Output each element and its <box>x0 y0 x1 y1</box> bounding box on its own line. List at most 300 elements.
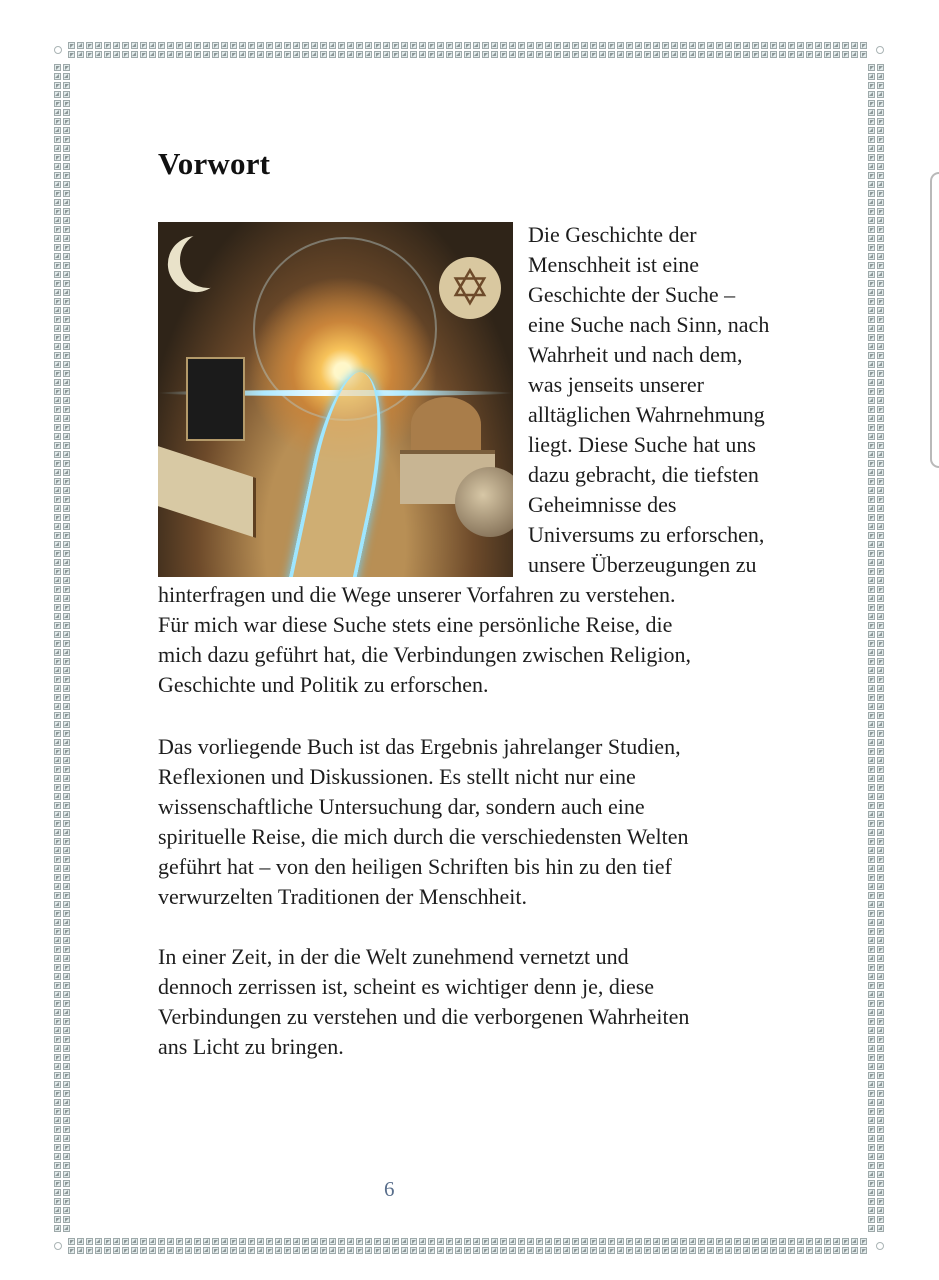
text-line: Verbindungen zu verstehen und die verborgenen Wahrheiten <box>158 1004 690 1029</box>
border-tile-icon <box>868 388 875 395</box>
border-tile-icon <box>383 1238 390 1245</box>
border-tile-icon <box>63 721 70 728</box>
border-tile-icon <box>63 496 70 503</box>
border-tile-icon <box>680 51 687 58</box>
border-tile-icon <box>248 51 255 58</box>
border-tile-icon <box>203 1238 210 1245</box>
border-tile-icon <box>54 541 61 548</box>
border-tile-icon <box>868 136 875 143</box>
border-tile-icon <box>338 1238 345 1245</box>
border-tile-icon <box>877 991 884 998</box>
border-tile-icon <box>54 1000 61 1007</box>
border-tile-icon <box>868 838 875 845</box>
border-tile-icon <box>122 1247 129 1254</box>
border-tile-icon <box>851 42 858 49</box>
border-tile-icon <box>63 595 70 602</box>
border-tile-icon <box>194 51 201 58</box>
border-tile-icon <box>868 1189 875 1196</box>
border-tile-icon <box>446 1238 453 1245</box>
border-tile-icon <box>554 1247 561 1254</box>
border-tile-icon <box>868 1018 875 1025</box>
border-tile-icon <box>464 51 471 58</box>
border-tile-icon <box>54 1117 61 1124</box>
border-tile-icon <box>877 352 884 359</box>
border-tile-icon <box>54 865 61 872</box>
border-tile-icon <box>54 649 61 656</box>
border-tile-icon <box>248 1247 255 1254</box>
border-tile-icon <box>63 604 70 611</box>
border-tile-icon <box>63 739 70 746</box>
border-tile-icon <box>868 910 875 917</box>
border-tile-icon <box>482 1247 489 1254</box>
border-tile-icon <box>293 51 300 58</box>
border-tile-icon <box>868 541 875 548</box>
border-tile-icon <box>54 739 61 746</box>
border-tile-icon <box>500 1238 507 1245</box>
border-tile-icon <box>63 1180 70 1187</box>
border-tile-icon <box>54 1045 61 1052</box>
border-tile-icon <box>320 1238 327 1245</box>
border-tile-icon <box>536 1238 543 1245</box>
border-tile-icon <box>680 42 687 49</box>
border-tile-icon <box>167 51 174 58</box>
page-number: 6 <box>384 1177 395 1201</box>
border-tile-icon <box>797 42 804 49</box>
border-tile-icon <box>149 1238 156 1245</box>
border-tile-icon <box>347 1247 354 1254</box>
border-tile-icon <box>113 42 120 49</box>
border-tile-icon <box>356 42 363 49</box>
border-tile-icon <box>743 51 750 58</box>
border-tile-icon <box>437 51 444 58</box>
border-tile-icon <box>815 1238 822 1245</box>
border-tile-icon <box>54 91 61 98</box>
border-tile-icon <box>311 1238 318 1245</box>
border-tile-icon <box>383 1247 390 1254</box>
border-tile-icon <box>63 100 70 107</box>
border-tile-icon <box>63 1162 70 1169</box>
border-tile-icon <box>95 51 102 58</box>
border-tile-icon <box>868 748 875 755</box>
border-tile-icon <box>868 577 875 584</box>
paragraph-2 <box>158 732 818 912</box>
border-tile-icon <box>877 1009 884 1016</box>
border-tile-icon <box>54 1216 61 1223</box>
border-tile-icon <box>54 838 61 845</box>
border-tile-icon <box>54 127 61 134</box>
border-tile-icon <box>644 1238 651 1245</box>
border-tile-icon <box>54 613 61 620</box>
border-tile-icon <box>113 51 120 58</box>
border-tile-icon <box>877 595 884 602</box>
border-tile-icon <box>63 406 70 413</box>
border-tile-icon <box>54 1189 61 1196</box>
border-tile-icon <box>877 217 884 224</box>
border-tile-icon <box>877 622 884 629</box>
border-tile-icon <box>617 1247 624 1254</box>
border-tile-icon <box>868 487 875 494</box>
border-tile-icon <box>63 712 70 719</box>
border-tile-icon <box>63 793 70 800</box>
border-tile-icon <box>877 514 884 521</box>
border-tile-icon <box>877 136 884 143</box>
border-tile-icon <box>877 865 884 872</box>
border-tile-icon <box>54 226 61 233</box>
border-tile-icon <box>868 937 875 944</box>
border-tile-icon <box>63 820 70 827</box>
border-tile-icon <box>860 51 867 58</box>
border-tile-icon <box>509 51 516 58</box>
border-tile-icon <box>140 42 147 49</box>
border-tile-icon <box>203 1247 210 1254</box>
border-tile-icon <box>140 51 147 58</box>
border-tile-icon <box>707 1238 714 1245</box>
border-tile-icon <box>77 1247 84 1254</box>
border-tile-icon <box>868 955 875 962</box>
border-tile-icon <box>212 1247 219 1254</box>
border-tile-icon <box>54 586 61 593</box>
border-tile-icon <box>707 42 714 49</box>
border-tile-icon <box>401 42 408 49</box>
border-tile-icon <box>482 1238 489 1245</box>
border-tile-icon <box>868 532 875 539</box>
border-tile-icon <box>257 51 264 58</box>
border-tile-icon <box>63 667 70 674</box>
border-tile-icon <box>581 1247 588 1254</box>
border-tile-icon <box>877 712 884 719</box>
border-tile-icon <box>752 1238 759 1245</box>
border-tile-icon <box>63 253 70 260</box>
border-tile-icon <box>518 1247 525 1254</box>
border-tile-icon <box>347 51 354 58</box>
border-tile-icon <box>572 1247 579 1254</box>
border-tile-icon <box>54 847 61 854</box>
border-tile-icon <box>761 1247 768 1254</box>
border-tile-icon <box>509 42 516 49</box>
border-tile-icon <box>868 631 875 638</box>
border-tile-icon <box>167 42 174 49</box>
border-tile-icon <box>149 42 156 49</box>
text-line: Wahrheit und nach dem, <box>528 342 743 367</box>
border-tile-icon <box>63 757 70 764</box>
border-tile-icon <box>54 460 61 467</box>
border-tile-icon <box>671 42 678 49</box>
border-tile-icon <box>320 51 327 58</box>
border-tile-icon <box>63 289 70 296</box>
border-tile-icon <box>54 910 61 917</box>
border-tile-icon <box>877 460 884 467</box>
border-tile-icon <box>877 973 884 980</box>
border-tile-icon <box>131 1247 138 1254</box>
border-tile-icon <box>851 1238 858 1245</box>
border-tile-icon <box>63 64 70 71</box>
border-tile-icon <box>63 244 70 251</box>
border-tile-icon <box>257 1247 264 1254</box>
border-tile-icon <box>140 1247 147 1254</box>
border-tile-icon <box>877 811 884 818</box>
border-tile-icon <box>63 226 70 233</box>
border-tile-icon <box>868 199 875 206</box>
book-icon <box>186 357 245 441</box>
border-tile-icon <box>877 820 884 827</box>
border-tile-icon <box>374 42 381 49</box>
border-tile-icon <box>868 325 875 332</box>
border-tile-icon <box>877 550 884 557</box>
border-tile-icon <box>868 874 875 881</box>
border-tile-icon <box>868 1081 875 1088</box>
border-tile-icon <box>653 42 660 49</box>
border-tile-icon <box>63 442 70 449</box>
border-tile-icon <box>877 631 884 638</box>
border-tile-icon <box>842 1247 849 1254</box>
border-tile-icon <box>707 51 714 58</box>
border-tile-icon <box>877 379 884 386</box>
border-tile-icon <box>581 51 588 58</box>
border-tile-icon <box>275 1247 282 1254</box>
border-tile-icon <box>63 676 70 683</box>
border-tile-icon <box>473 42 480 49</box>
border-tile-icon <box>63 577 70 584</box>
border-tile-icon <box>185 1238 192 1245</box>
text-line: hinterfragen und die Wege unserer Vorfahren zu verstehen. <box>158 582 676 607</box>
border-tile-icon <box>707 1247 714 1254</box>
border-tile-icon <box>868 1045 875 1052</box>
border-tile-icon <box>54 109 61 116</box>
border-tile-icon <box>868 901 875 908</box>
border-tile-icon <box>410 51 417 58</box>
border-tile-icon <box>54 1207 61 1214</box>
border-tile-icon <box>63 703 70 710</box>
paragraph-3 <box>158 942 818 1062</box>
side-panel-handle[interactable] <box>930 172 939 468</box>
border-tile-icon <box>877 910 884 917</box>
text-line: mich dazu geführt hat, die Verbindungen zwischen Religion, <box>158 642 691 667</box>
border-tile-icon <box>877 1108 884 1115</box>
border-tile-icon <box>877 883 884 890</box>
border-tile-icon <box>797 1238 804 1245</box>
border-tile-icon <box>868 271 875 278</box>
border-tile-icon <box>653 1238 660 1245</box>
border-tile-icon <box>54 559 61 566</box>
border-tile-icon <box>868 109 875 116</box>
border-tile-icon <box>86 42 93 49</box>
border-tile-icon <box>54 955 61 962</box>
border-tile-icon <box>63 901 70 908</box>
text-line: Geschichte und Politik zu erforschen. <box>158 672 489 697</box>
border-tile-icon <box>54 766 61 773</box>
border-tile-icon <box>877 190 884 197</box>
border-tile-icon <box>868 586 875 593</box>
border-tile-icon <box>868 973 875 980</box>
border-tile-icon <box>877 289 884 296</box>
border-tile-icon <box>868 406 875 413</box>
border-tile-icon <box>239 1238 246 1245</box>
border-tile-icon <box>761 42 768 49</box>
open-book-icon <box>158 446 256 538</box>
border-tile-icon <box>868 235 875 242</box>
border-tile-icon <box>868 163 875 170</box>
border-tile-icon <box>86 51 93 58</box>
border-tile-icon <box>877 721 884 728</box>
border-tile-icon <box>63 199 70 206</box>
border-tile-icon <box>877 937 884 944</box>
text-line: geführt hat – von den heiligen Schriften bis hin zu den tief <box>158 854 672 879</box>
border-tile-icon <box>868 712 875 719</box>
border-tile-icon <box>671 51 678 58</box>
border-tile-icon <box>54 163 61 170</box>
border-tile-icon <box>877 253 884 260</box>
border-tile-icon <box>63 523 70 530</box>
border-tile-icon <box>63 262 70 269</box>
border-tile-icon <box>617 51 624 58</box>
border-tile-icon <box>221 42 228 49</box>
border-tile-icon <box>868 721 875 728</box>
border-tile-icon <box>248 42 255 49</box>
border-tile-icon <box>54 937 61 944</box>
border-tile-icon <box>536 51 543 58</box>
corner-ornament-icon <box>876 46 884 54</box>
border-tile-icon <box>806 51 813 58</box>
border-tile-icon <box>860 42 867 49</box>
border-tile-icon <box>185 51 192 58</box>
border-tile-icon <box>734 1247 741 1254</box>
text-line: liegt. Diese Suche hat uns <box>528 432 756 457</box>
border-tile-icon <box>877 298 884 305</box>
border-tile-icon <box>104 1247 111 1254</box>
border-tile-icon <box>54 388 61 395</box>
border-tile-icon <box>392 1238 399 1245</box>
border-tile-icon <box>54 406 61 413</box>
border-tile-icon <box>419 42 426 49</box>
border-tile-icon <box>464 1247 471 1254</box>
border-tile-icon <box>63 352 70 359</box>
border-tile-icon <box>63 334 70 341</box>
border-tile-icon <box>158 1247 165 1254</box>
border-tile-icon <box>590 42 597 49</box>
border-tile-icon <box>419 1238 426 1245</box>
border-tile-icon <box>868 802 875 809</box>
border-tile-icon <box>54 640 61 647</box>
border-tile-icon <box>54 793 61 800</box>
border-tile-icon <box>590 1247 597 1254</box>
border-tile-icon <box>63 964 70 971</box>
border-tile-icon <box>877 703 884 710</box>
border-tile-icon <box>63 568 70 575</box>
border-tile-icon <box>54 829 61 836</box>
border-tile-icon <box>338 1247 345 1254</box>
text-line: Das vorliegende Buch ist das Ergebnis jahrelanger Studien, <box>158 734 681 759</box>
border-tile-icon <box>877 1180 884 1187</box>
border-tile-icon <box>877 928 884 935</box>
border-tile-icon <box>482 51 489 58</box>
border-tile-icon <box>868 1198 875 1205</box>
border-tile-icon <box>63 82 70 89</box>
border-tile-icon <box>63 550 70 557</box>
border-tile-icon <box>877 172 884 179</box>
border-tile-icon <box>63 217 70 224</box>
border-tile-icon <box>833 1247 840 1254</box>
border-tile-icon <box>63 856 70 863</box>
border-tile-icon <box>572 42 579 49</box>
border-left-column <box>63 64 70 1232</box>
border-tile-icon <box>63 928 70 935</box>
border-tile-icon <box>54 946 61 953</box>
border-tile-icon <box>725 1247 732 1254</box>
border-tile-icon <box>868 829 875 836</box>
border-tile-icon <box>877 1018 884 1025</box>
border-tile-icon <box>257 42 264 49</box>
border-tile-icon <box>877 343 884 350</box>
border-tile-icon <box>868 1036 875 1043</box>
border-tile-icon <box>63 424 70 431</box>
border-tile-icon <box>63 307 70 314</box>
border-tile-icon <box>662 42 669 49</box>
corner-ornament-icon <box>876 1242 884 1250</box>
border-tile-icon <box>356 1247 363 1254</box>
border-tile-icon <box>63 1081 70 1088</box>
border-tile-icon <box>266 1247 273 1254</box>
text-line: Menschheit ist eine <box>528 252 700 277</box>
border-tile-icon <box>868 478 875 485</box>
border-tile-icon <box>54 361 61 368</box>
border-tile-icon <box>54 334 61 341</box>
border-tile-icon <box>868 307 875 314</box>
border-tile-icon <box>608 51 615 58</box>
border-tile-icon <box>54 451 61 458</box>
border-tile-icon <box>63 685 70 692</box>
border-tile-icon <box>54 595 61 602</box>
border-tile-icon <box>877 523 884 530</box>
border-tile-icon <box>599 42 606 49</box>
border-tile-icon <box>671 1238 678 1245</box>
border-tile-icon <box>212 51 219 58</box>
border-tile-icon <box>877 271 884 278</box>
border-tile-icon <box>239 42 246 49</box>
border-tile-icon <box>563 1238 570 1245</box>
border-tile-icon <box>54 244 61 251</box>
border-tile-icon <box>635 1238 642 1245</box>
border-tile-icon <box>140 1238 147 1245</box>
border-tile-icon <box>63 658 70 665</box>
border-tile-icon <box>877 838 884 845</box>
border-tile-icon <box>877 874 884 881</box>
border-tile-icon <box>868 964 875 971</box>
border-tile-icon <box>868 442 875 449</box>
border-tile-icon <box>877 730 884 737</box>
border-tile-icon <box>230 51 237 58</box>
border-tile-icon <box>63 946 70 953</box>
border-tile-icon <box>63 136 70 143</box>
border-tile-icon <box>868 100 875 107</box>
border-tile-icon <box>63 892 70 899</box>
border-tile-icon <box>877 1126 884 1133</box>
border-tile-icon <box>527 1247 534 1254</box>
star-of-david-icon: ✡ <box>439 257 501 319</box>
border-tile-icon <box>54 1090 61 1097</box>
border-tile-icon <box>868 73 875 80</box>
border-tile-icon <box>63 1036 70 1043</box>
border-tile-icon <box>54 811 61 818</box>
border-tile-icon <box>788 51 795 58</box>
border-tile-icon <box>63 955 70 962</box>
border-tile-icon <box>54 775 61 782</box>
border-tile-icon <box>545 42 552 49</box>
border-tile-icon <box>63 649 70 656</box>
border-tile-icon <box>491 51 498 58</box>
border-tile-icon <box>63 271 70 278</box>
border-tile-icon <box>868 397 875 404</box>
border-tile-icon <box>877 1198 884 1205</box>
